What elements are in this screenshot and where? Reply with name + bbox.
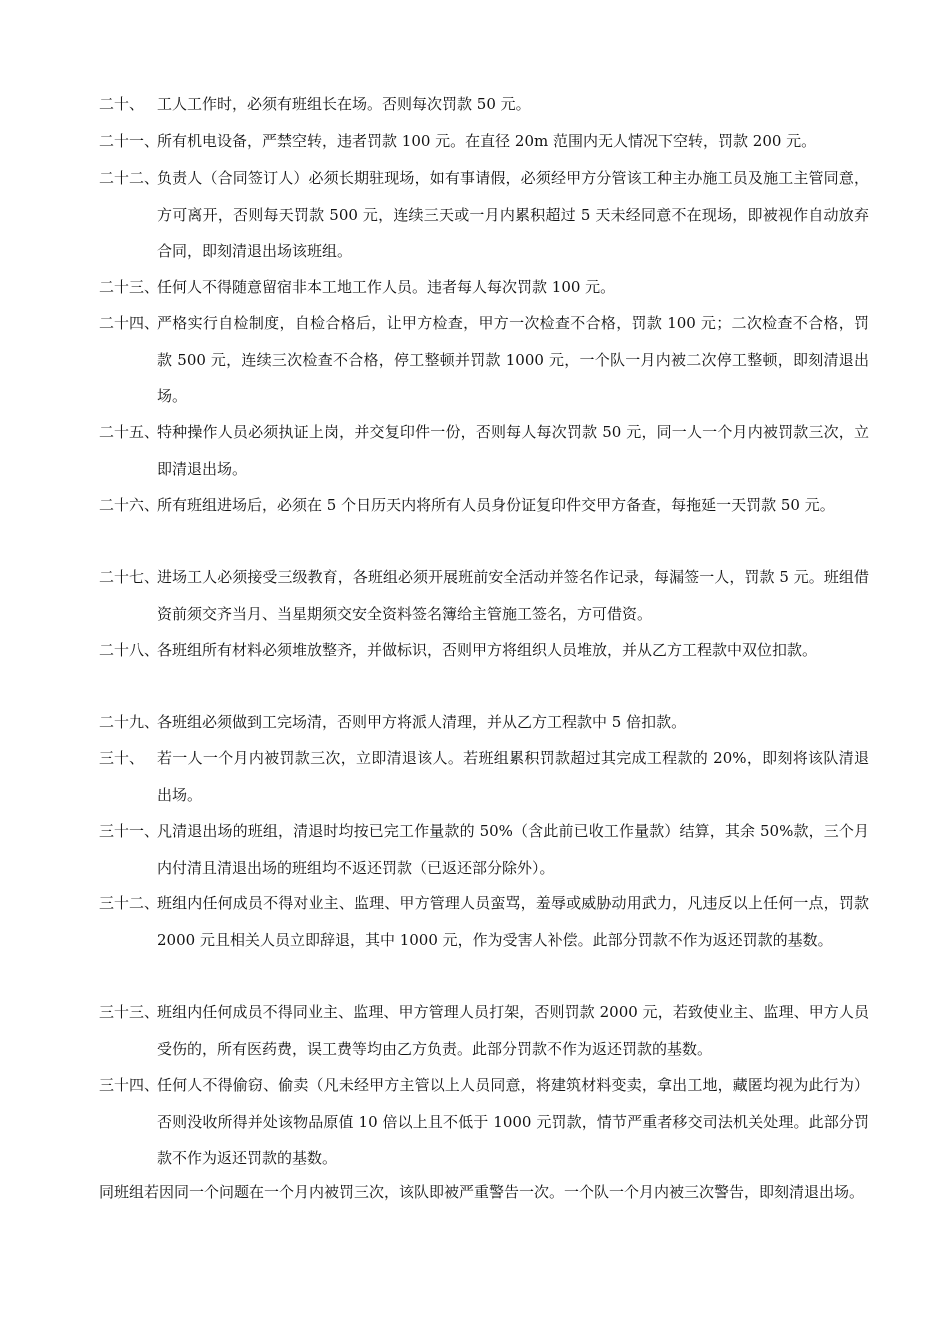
clause-number: 二十一、 (99, 132, 160, 150)
clause-text: 特种操作人员必须执证上岗，并交复印件一份，否则每人每次罚款 50 元，同一人一个月内被罚款三次，立即清退出场。 (157, 423, 869, 478)
clause-30 (99, 740, 869, 813)
clause-number: 二十四、 (99, 314, 160, 332)
clause-text: 班组内任何成员不得同业主、监理、甲方管理人员打架，否则罚款 2000 元，若致使业主、监理、甲方人员受伤的，所有医药费，误工费等均由乙方负责。此部分罚款不作为返还罚款的基数。 (157, 1003, 869, 1058)
clause-21 (99, 123, 869, 160)
clause-27 (99, 559, 869, 632)
clause-text: 严格实行自检制度，自检合格后，让甲方检查，甲方一次检查不合格，罚款 100 元；二次检查不合格，罚款 500 元，连续三次检查不合格，停工整顿并罚款 1000 元，一个队一月内被二次停工整顿，即刻清退出场。 (157, 314, 869, 405)
clause-text: 所有班组进场后，必须在 5 个日历天内将所有人员身份证复印件交甲方备查，每拖延一天罚款 50 元。 (157, 496, 835, 514)
clause-text: 所有机电设备，严禁空转，违者罚款 100 元。在直径 20m 范围内无人情况下空转，罚款 200 元。 (157, 132, 817, 150)
clause-22 (99, 160, 869, 270)
clause-number: 二十九、 (99, 713, 160, 731)
clause-29 (99, 704, 869, 741)
clause-text: 班组内任何成员不得对业主、监理、甲方管理人员蛮骂，羞辱或威胁动用武力，凡违反以上任何一点，罚款 2000 元且相关人员立即辞退，其中 1000 元，作为受害人补偿。此部分罚款不作为返还罚款的基数。 (157, 894, 869, 949)
clause-number: 二十二、 (99, 169, 160, 187)
clause-24 (99, 305, 869, 415)
clause-26 (99, 487, 869, 524)
clause-text: 任何人不得随意留宿非本工地工作人员。违者每人每次罚款 100 元。 (157, 278, 616, 296)
closing-note: 同班组若因同一个问题在一个月内被罚三次，该队即被严重警告一次。一个队一个月内被三次警告，即刻清退出场。 (99, 1183, 865, 1201)
clause-23 (99, 269, 869, 306)
clause-number: 二十五、 (99, 423, 160, 441)
clause-text: 各班组所有材料必须堆放整齐，并做标识，否则甲方将组织人员堆放，并从乙方工程款中双位扣款。 (157, 641, 818, 659)
clause-33 (99, 994, 869, 1067)
clause-text: 若一人一个月内被罚款三次，立即清退该人。若班组累积罚款超过其完成工程款的 20%，即刻将该队清退出场。 (157, 749, 869, 804)
clause-32 (99, 885, 869, 958)
clause-number: 三十二、 (99, 894, 160, 912)
clause-text: 工人工作时，必须有班组长在场。否则每次罚款 50 元。 (157, 95, 531, 113)
clause-number: 二十、 (99, 95, 145, 113)
clause-text: 凡清退出场的班组，清退时均按已完工作量款的 50%（含此前已收工作量款）结算，其余 50%款，三个月内付清且清退出场的班组均不返还罚款（已返还部分除外）。 (157, 822, 869, 877)
clause-number: 二十八、 (99, 641, 160, 659)
clause-number: 三十一、 (99, 822, 160, 840)
clause-number: 二十六、 (99, 496, 160, 514)
clause-text: 进场工人必须接受三级教育，各班组必须开展班前安全活动并签名作记录，每漏签一人，罚款 5 元。班组借资前须交齐当月、当星期须交安全资料签名簿给主管施工签名，方可借资。 (157, 568, 869, 623)
clause-31 (99, 813, 869, 886)
clause-number: 二十三、 (99, 278, 160, 296)
clause-28 (99, 632, 869, 669)
clause-number: 二十七、 (99, 568, 160, 586)
clause-34 (99, 1067, 869, 1177)
clause-20 (99, 86, 869, 123)
clause-text: 任何人不得偷窃、偷卖（凡未经甲方主管以上人员同意，将建筑材料变卖，拿出工地，藏匿均视为此行为）否则没收所得并处该物品原值 10 倍以上且不低于 1000 元罚款，情节严重者移交司法机关处理。此部分罚款不作为返还罚款的基数。 (157, 1076, 869, 1167)
clause-number: 三十、 (99, 749, 145, 767)
clause-text: 负责人（合同签订人）必须长期驻现场，如有事请假，必须经甲方分管该工种主办施工员及施工主管同意，方可离开，否则每天罚款 500 元，连续三天或一月内累积超过 5 天未经同意不在现场，即被视作自动放弃合同，即刻清退出场该班组。 (157, 169, 869, 260)
clause-number: 三十四、 (99, 1076, 160, 1094)
clause-text: 各班组必须做到工完场清，否则甲方将派人清理，并从乙方工程款中 5 倍扣款。 (157, 713, 687, 731)
clause-number: 三十三、 (99, 1003, 160, 1021)
clause-25 (99, 414, 869, 487)
